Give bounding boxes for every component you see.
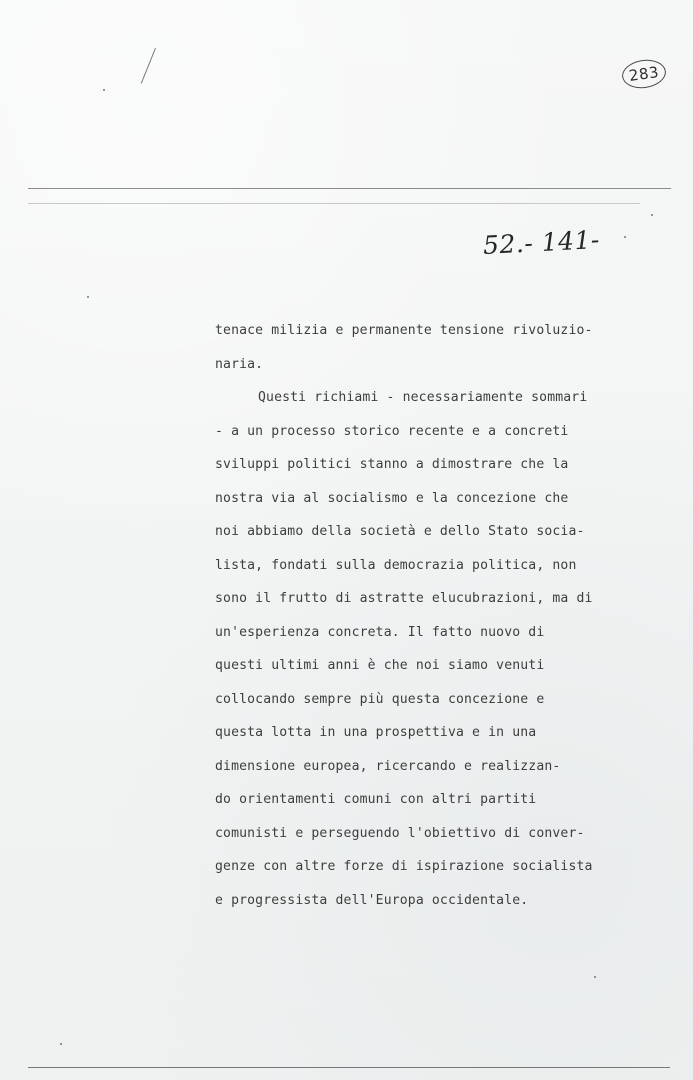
paper-speck bbox=[651, 214, 653, 216]
text-line: e progressista dell'Europa occidentale. bbox=[215, 892, 529, 908]
pencil-mark bbox=[141, 48, 169, 89]
text-line: questi ultimi anni è che noi siamo venuti bbox=[215, 658, 545, 673]
paper-speck bbox=[624, 236, 626, 238]
text-line: tenace milizia e permanente tensione rivoluzio- bbox=[215, 323, 593, 338]
text-line: collocando sempre più questa concezione e bbox=[215, 691, 545, 707]
text-line: noi abbiamo della società e dello Stato socia- bbox=[215, 524, 585, 539]
text-line: sono il frutto di astratte elucubrazioni, ma di bbox=[215, 591, 593, 606]
text-line: questa lotta in una prospettiva e in una bbox=[215, 725, 537, 740]
handwritten-page-number: 52.- 141- bbox=[482, 224, 601, 261]
paper-speck bbox=[594, 976, 596, 978]
text-line: sviluppi politici stanno a dimostrare che la bbox=[215, 457, 569, 472]
text-line: - a un processo storico recente e a concreti bbox=[215, 423, 569, 439]
paper-speck bbox=[103, 89, 105, 91]
paper-speck bbox=[87, 296, 89, 298]
top-rule bbox=[28, 188, 671, 189]
archive-page-stamp bbox=[620, 57, 667, 91]
top-faint-rule bbox=[28, 203, 640, 204]
bottom-rule bbox=[28, 1067, 670, 1068]
text-line: un'esperienza concreta. Il fatto nuovo di bbox=[215, 624, 545, 640]
text-line: dimensione europea, ricercando e realizzan- bbox=[215, 758, 561, 774]
text-line: naria. bbox=[215, 356, 264, 372]
stamp-number: 283 bbox=[627, 62, 661, 86]
text-line: lista, fondati sulla democrazia politica, non bbox=[215, 557, 577, 573]
text-line: nostra via al socialismo e la concezione che bbox=[215, 490, 569, 506]
text-line: comunisti e perseguendo l'obiettivo di conver- bbox=[215, 825, 585, 841]
text-line: genze con altre forze di ispirazione socialista bbox=[215, 859, 593, 874]
text-line: do orientamenti comuni con altri partiti bbox=[215, 792, 537, 807]
body-text bbox=[215, 321, 635, 924]
paper-speck bbox=[60, 1043, 62, 1045]
text-line: Questi richiami - necessariamente sommari bbox=[258, 390, 588, 405]
